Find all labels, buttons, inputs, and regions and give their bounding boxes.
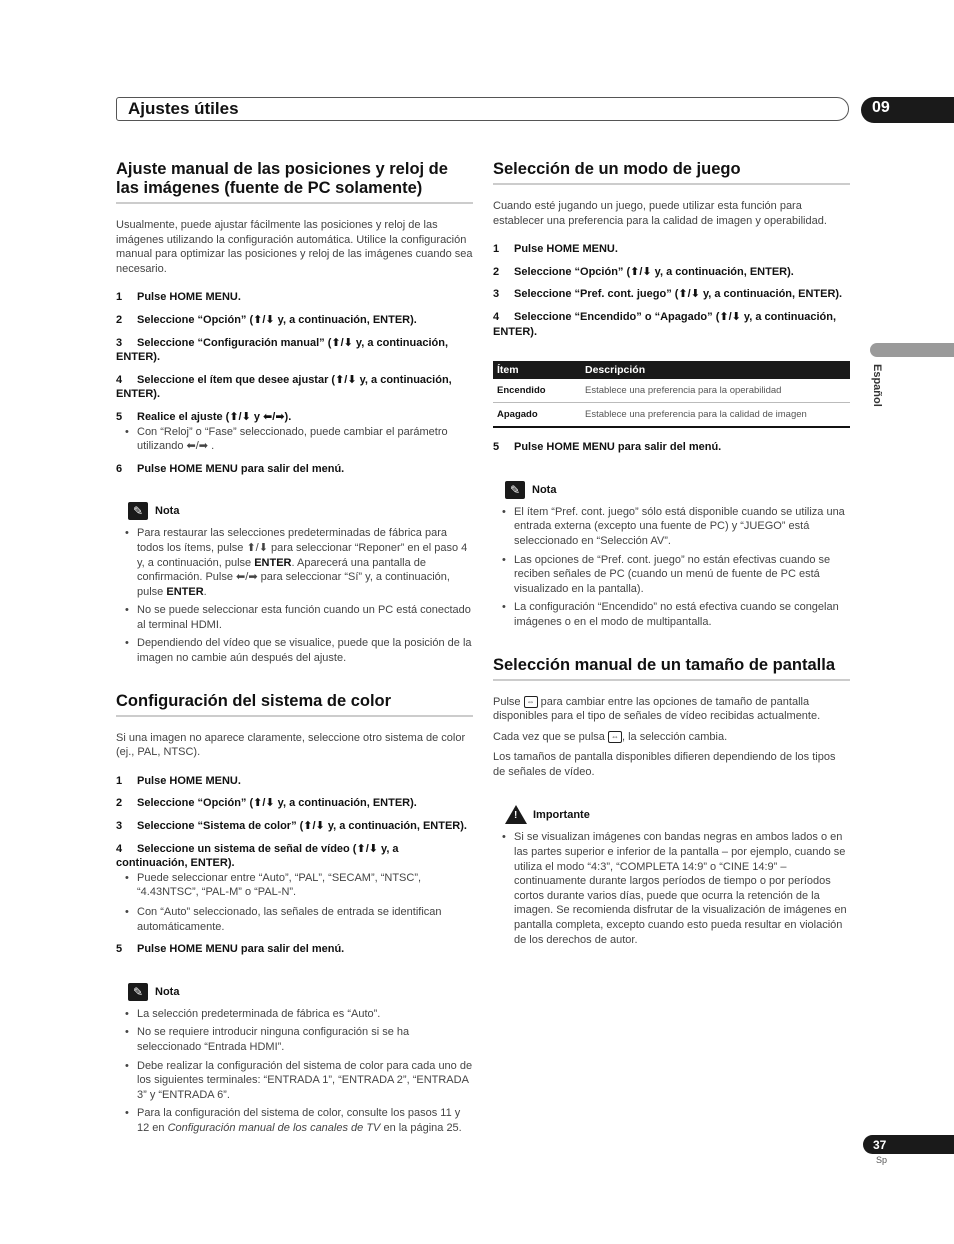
pencil-icon: ✎ [128, 983, 148, 1001]
chapter-header-bar [116, 97, 849, 121]
list-item: • Para la configuración del sistema de color, consulte los pasos 11 y 12 en Configuración manual de los canales de TV en la página 25. [116, 1106, 473, 1135]
pencil-icon: ✎ [505, 481, 525, 499]
step-bullets [116, 425, 473, 454]
list-item: • El ítem “Pref. cont. juego” sólo está disponible cuando se utiliza una entrada externa (excepto una fuente de PC) y “JUEGO” está seleccionado en “Selección AV”. [493, 505, 850, 549]
note-header [505, 481, 850, 499]
list-item: • Puede seleccionar entre “Auto”, “PAL”, “SECAM”, “NTSC”, “4.43NTSC”, “PAL-M” o “PAL-N”. [116, 871, 473, 900]
table-header: Descripción [581, 361, 850, 379]
page-number: 37 [863, 1135, 954, 1154]
section-title-color-system: Configuración del sistema de color [116, 692, 473, 717]
note-list [116, 526, 473, 665]
paragraph: Cada vez que se pulsa ⇔ , la selección cambia. [493, 730, 728, 743]
section-title-screen-size: Selección manual de un tamaño de pantalla [493, 656, 850, 681]
section-intro: Usualmente, puede ajustar fácilmente las posiciones y reloj de las imágenes utilizando la configuración automática. Utilice la configuración manual para optimizar las posiciones y reloj de las imágenes cuando sea necesario. [116, 219, 473, 275]
note-header [128, 502, 473, 520]
list-item: • La selección predeterminada de fábrica es “Auto”. [116, 1007, 473, 1022]
table-row: Encendido Establece una preferencia para la operabilidad [493, 379, 850, 403]
list-item: • Para restaurar las selecciones predeterminadas de fábrica para todos los ítems, pulse ⬆/⬇ para seleccionar “Reponer” en el paso 4 y, a continuación, pulse ENTER. Aparecerá una pantalla de confirmación. Pulse ⬅/➡ para seleccionar “Sí” y, a continuación, pulse ENTER. [116, 526, 473, 599]
step: 2 Seleccione “Opción” (⬆/⬇ y, a continuación, ENTER). [116, 313, 417, 326]
note-list [116, 1007, 473, 1136]
step: 4 Seleccione el ítem que desee ajustar (⬆/⬇ y, a continuación, ENTER). [116, 373, 452, 401]
list-item: • Las opciones de “Pref. cont. juego” no están efectivas cuando se reciben señales de PC (cuando un menú de fuente de PC está visualizado en la pantalla). [493, 553, 850, 597]
warning-icon: ! [505, 805, 527, 824]
step: 2 Seleccione “Opción” (⬆/⬇ y, a continuación, ENTER). [116, 797, 417, 810]
list-item: • Debe realizar la configuración del sistema de color para cada uno de los siguientes terminales: “ENTRADA 1”, “ENTRADA 2”, “ENTRADA 3” y “ENTRADA 6”. [116, 1059, 473, 1103]
note-label: Nota [155, 505, 180, 518]
step: 2 Seleccione “Opción” (⬆/⬇ y, a continuación, ENTER). [493, 265, 794, 278]
step: 6 Pulse HOME MENU para salir del menú. [116, 462, 345, 475]
paragraph: Los tamaños de pantalla disponibles difieren dependiendo de los tipos de señales de vídeo. [493, 751, 836, 778]
paragraph: Pulse ⇔ para cambiar entre las opciones de tamaño de pantalla disponibles para el tipo de señales de vídeo recibidas actualmente. [493, 695, 821, 723]
note-list [493, 505, 850, 630]
step: 1 Pulse HOME MENU. [116, 774, 241, 787]
chapter-title: Ajustes útiles [128, 99, 239, 118]
right-column [493, 160, 850, 955]
list-item: • No se puede seleccionar esta función cuando un PC está conectado al terminal HDMI. [116, 603, 473, 632]
list-item: • Si se visualizan imágenes con bandas negras en ambos lados o en las partes superior e inferior de la pantalla – por ejemplo, cuando se utiliza el modo “4:3”, “COMPLETA 14:9” o “CINE 14:9” – continuamente durante largos períodos de tiempo o por períodos cortos durante varios días, puede que ocurra la retención de la imagen. Se recomienda disfrutar de la visualización de imágenes en pantalla completa, excepto cuando esto pueda resultar en violación de los derechos de autor. [493, 830, 850, 947]
step: 3 Seleccione “Pref. cont. juego” (⬆/⬇ y, a continuación, ENTER). [493, 288, 843, 301]
step: 3 Seleccione “Configuración manual” (⬆/⬇ y, a continuación, ENTER). [116, 336, 449, 364]
table-header: Ítem [493, 361, 581, 379]
list-item: • Con “Auto” seleccionado, las señales de entrada se identifican automáticamente. [116, 905, 473, 934]
note-label: Nota [155, 985, 180, 998]
chapter-number: 09 [861, 97, 954, 123]
language-tab [870, 343, 954, 357]
pencil-icon: ✎ [128, 502, 148, 520]
screen-size-button-icon: ⇔ [524, 696, 538, 708]
step: 1 Pulse HOME MENU. [116, 291, 241, 304]
step-bullets [116, 871, 473, 934]
list-item: • La configuración “Encendido” no está efectiva cuando se congelan imágenes o en el modo de multipantalla. [493, 600, 850, 629]
section-intro: Cuando esté jugando un juego, puede utilizar esta función para establecer una preferencia para la calidad de imagen y operabilidad. [493, 200, 827, 227]
note-header [128, 983, 473, 1001]
list-item: • Dependiendo del vídeo que se visualice, puede que la posición de la imagen no cambie aún después del ajuste. [116, 636, 473, 665]
step: 5 Pulse HOME MENU para salir del menú. [493, 441, 722, 454]
important-label: Importante [533, 808, 590, 821]
step: 5 Pulse HOME MENU para salir del menú. [116, 943, 345, 956]
language-label: Español [871, 364, 883, 407]
table-row: Apagado Establece una preferencia para la calidad de imagen [493, 403, 850, 428]
left-column [116, 160, 473, 1144]
step: 3 Seleccione “Sistema de color” (⬆/⬇ y, a continuación, ENTER). [116, 820, 467, 833]
step: 1 Pulse HOME MENU. [493, 243, 618, 256]
section-intro: Si una imagen no aparece claramente, seleccione otro sistema de color (ej., PAL, NTSC). [116, 731, 466, 759]
list-item: • No se requiere introducir ninguna configuración si se ha seleccionado “Entrada HDMI”. [116, 1025, 473, 1054]
step: 4 Seleccione un sistema de señal de vídeo (⬆/⬇ y, a continuación, ENTER). [116, 842, 399, 870]
list-item: • Con “Reloj” o “Fase” seleccionado, puede cambiar el parámetro utilizando ⬅/➡ . [116, 425, 473, 454]
section-title-game-mode: Selección de un modo de juego [493, 160, 850, 185]
important-list [493, 830, 850, 947]
page-lang-code: Sp [876, 1155, 888, 1165]
note-label: Nota [532, 483, 557, 496]
step: 5 Realice el ajuste (⬆/⬇ y ⬅/➡). [116, 410, 292, 423]
important-header [505, 805, 850, 824]
step: 4 Seleccione “Encendido” o “Apagado” (⬆/⬇ y, a continuación, ENTER). [493, 310, 836, 338]
section-title-pc-adjust: Ajuste manual de las posiciones y reloj de las imágenes (fuente de PC solamente) [116, 160, 473, 204]
screen-size-button-icon: ⇔ [608, 731, 622, 743]
game-mode-table [493, 361, 850, 428]
